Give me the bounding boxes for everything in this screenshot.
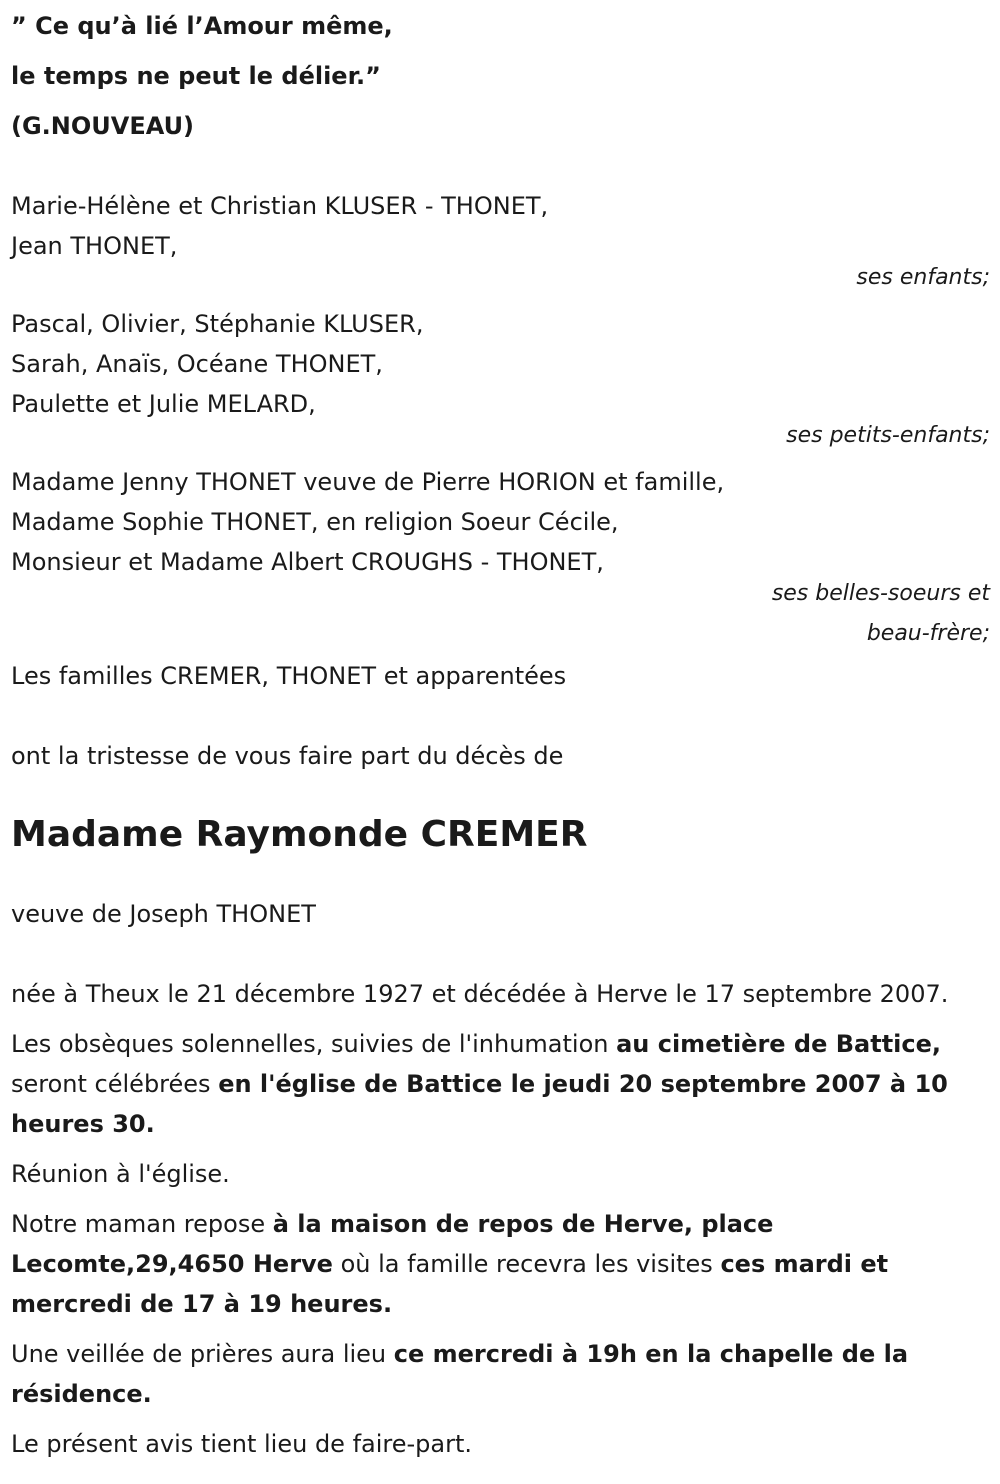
vigil-text-a: Une veillée de prières aura lieu [11, 1340, 394, 1368]
grandchildren-section [11, 304, 990, 462]
widow-of-line: veuve de Joseph THONET [11, 900, 316, 928]
grandchildren-relation: ses petits-enfants; [786, 423, 990, 448]
closing-paragraph: Le présent avis tient lieu de faire-part. [11, 1430, 473, 1458]
inlaws-name-3: Monsieur et Madame Albert CROUGHS - THONET, [11, 548, 604, 576]
children-section [11, 186, 990, 304]
deceased-name: Madame Raymonde CREMER [11, 814, 588, 855]
funeral-paragraph [11, 1024, 990, 1144]
funeral-text-a: Les obsèques solennelles, suivies de l'inhumation [11, 1030, 617, 1058]
announcement-line: ont la tristesse de vous faire part du décès de [11, 742, 564, 770]
repose-paragraph [11, 1204, 990, 1324]
vigil-details: ce mercredi à 19h en la chapelle de la résidence. [11, 1340, 909, 1408]
repose-text-a: Notre maman repose [11, 1210, 273, 1238]
repose-text-c: où la famille recevra les visites [332, 1250, 721, 1278]
inlaws-section [11, 462, 990, 652]
inlaws-relation-line-2: beau-frère; [866, 621, 990, 646]
families-line: Les familles CREMER, THONET et apparentées [11, 662, 567, 690]
inlaws-name-2: Madame Sophie THONET, en religion Soeur Cécile, [11, 508, 619, 536]
repose-location: à la maison de repos de Herve, place Lecomte,29,4650 Herve [11, 1210, 774, 1278]
grandchildren-name-3: Paulette et Julie MELARD, [11, 390, 316, 418]
obituary-notice [11, 0, 990, 1464]
grandchildren-name-1: Pascal, Olivier, Stéphanie KLUSER, [11, 310, 424, 338]
inlaws-relation-line-1: ses belles-soeurs et [771, 581, 990, 606]
grandchildren-name-2: Sarah, Anaïs, Océane THONET, [11, 350, 383, 378]
children-name-2: Jean THONET, [11, 232, 178, 260]
inlaws-name-1: Madame Jenny THONET veuve de Pierre HORION et famille, [11, 468, 725, 496]
funeral-text-c: seront célébrées [11, 1070, 219, 1098]
funeral-church-time: en l'église de Battice le jeudi 20 septembre 2007 à 10 heures 30. [11, 1070, 948, 1138]
children-relation: ses enfants; [856, 265, 990, 290]
epigraph-author: (G.NOUVEAU) [11, 112, 195, 140]
epigraph [11, 0, 990, 151]
funeral-cemetery: au cimetière de Battice, [616, 1030, 942, 1058]
birth-death-paragraph: née à Theux le 21 décembre 1927 et décédée à Herve le 17 septembre 2007. [11, 980, 949, 1008]
epigraph-line-2: le temps ne peut le délier.” [11, 62, 381, 90]
meeting-paragraph: Réunion à l'église. [11, 1160, 230, 1188]
epigraph-line-1: ” Ce qu’à lié l’Amour même, [11, 12, 393, 40]
repose-visiting-hours: ces mardi et mercredi de 17 à 19 heures. [11, 1250, 889, 1318]
vigil-paragraph [11, 1334, 990, 1414]
children-name-1: Marie-Hélène et Christian KLUSER - THONET, [11, 192, 549, 220]
